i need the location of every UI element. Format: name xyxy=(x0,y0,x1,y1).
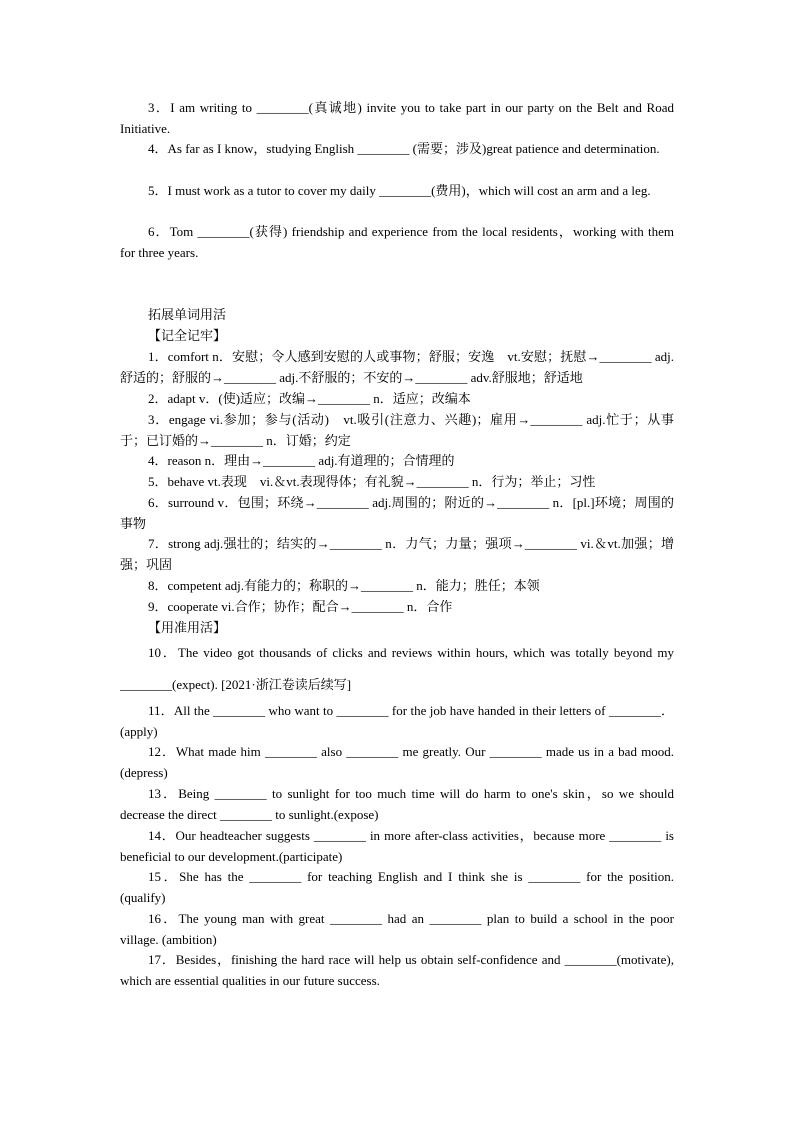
vocab-item-1: 1．comfort n．安慰；令人感到安慰的人或事物；舒服；安逸 vt.安慰；抚慰→________ adj.舒适的；舒服的→________ adj.不舒服的；不安的→________ adv.舒服地；舒适地 xyxy=(120,349,674,385)
vocab-item-8: 8．competent adj.有能力的；称职的→________ n．能力；胜任；本领 xyxy=(148,578,540,593)
exercise-item-5: 5．I must work as a tutor to cover my daily ________(费用)，which will cost an arm and a leg. xyxy=(148,183,651,198)
practice-item-15: 15．She has the ________ for teaching English and I think she is ________ for the position.(qualify) xyxy=(120,869,674,905)
practice-item-16: 16．The young man with great ________ had an ________ plan to build a school in the poor village. (ambition) xyxy=(120,911,674,947)
section-title: 拓展单词用活 xyxy=(148,307,227,322)
practice-item-12: 12．What made him ________ also ________ me greatly. Our ________ made us in a bad mood.(depress) xyxy=(120,744,674,780)
practice-item-13: 13．Being ________ to sunlight for too much time will do harm to one's skin，so we should decrease the direct ________ to sunlight.(expose) xyxy=(120,786,674,822)
practice-item-17: 17．Besides，finishing the hard race will help us obtain self-confidence and ________(motivate), which are essential qualities in our future success. xyxy=(120,952,674,988)
exercise-item-3: 3．I am writing to ________(真诚地) invite you to take part in our party on the Belt and Road Initiative. xyxy=(120,100,674,136)
vocab-item-9: 9．cooperate vi.合作；协作；配合→________ n．合作 xyxy=(148,599,453,614)
vocab-item-6: 6．surround v．包围；环绕→________ adj.周围的；附近的→________ n．[pl.]环境；周围的事物 xyxy=(120,495,674,531)
practice-item-14: 14．Our headteacher suggests ________ in more after-class activities，because more ________ is beneficial to our development.(participate) xyxy=(120,828,674,864)
vocab-item-3: 3．engage vi.参加；参与(活动) vt.吸引(注意力、兴趣)；雇用→________ adj.忙于；从事于；已订婚的→________ n．订婚；约定 xyxy=(120,412,674,448)
vocab-item-5: 5．behave vt.表现 vi.＆vt.表现得体；有礼貌→________ n．行为；举止；习性 xyxy=(148,474,596,489)
practice-item-11: 11．All the ________ who want to ________ for the job have handed in their letters of ________．(apply) xyxy=(120,703,674,739)
vocab-item-7: 7．strong adj.强壮的；结实的→________ n．力气；力量；强项→________ vi.＆vt.加强；增强；巩固 xyxy=(120,536,674,572)
memorize-header: 【记全记牢】 xyxy=(148,328,227,343)
exercise-item-4: 4．As far as I know，studying English ________ (需要；涉及)great patience and determination. xyxy=(148,141,660,156)
vocab-item-2: 2．adapt v．(使)适应；改编→________ n．适应；改编本 xyxy=(148,391,471,406)
apply-header: 【用准用活】 xyxy=(148,620,227,635)
practice-item-10: 10．The video got thousands of clicks and reviews within hours, which was totally beyond my ________(expect). [2021·浙江卷读后续写] xyxy=(120,645,674,692)
exercise-item-6: 6．Tom ________(获得) friendship and experience from the local residents，working with them for three years. xyxy=(120,224,674,260)
vocab-item-4: 4．reason n．理由→________ adj.有道理的；合情理的 xyxy=(148,453,455,468)
